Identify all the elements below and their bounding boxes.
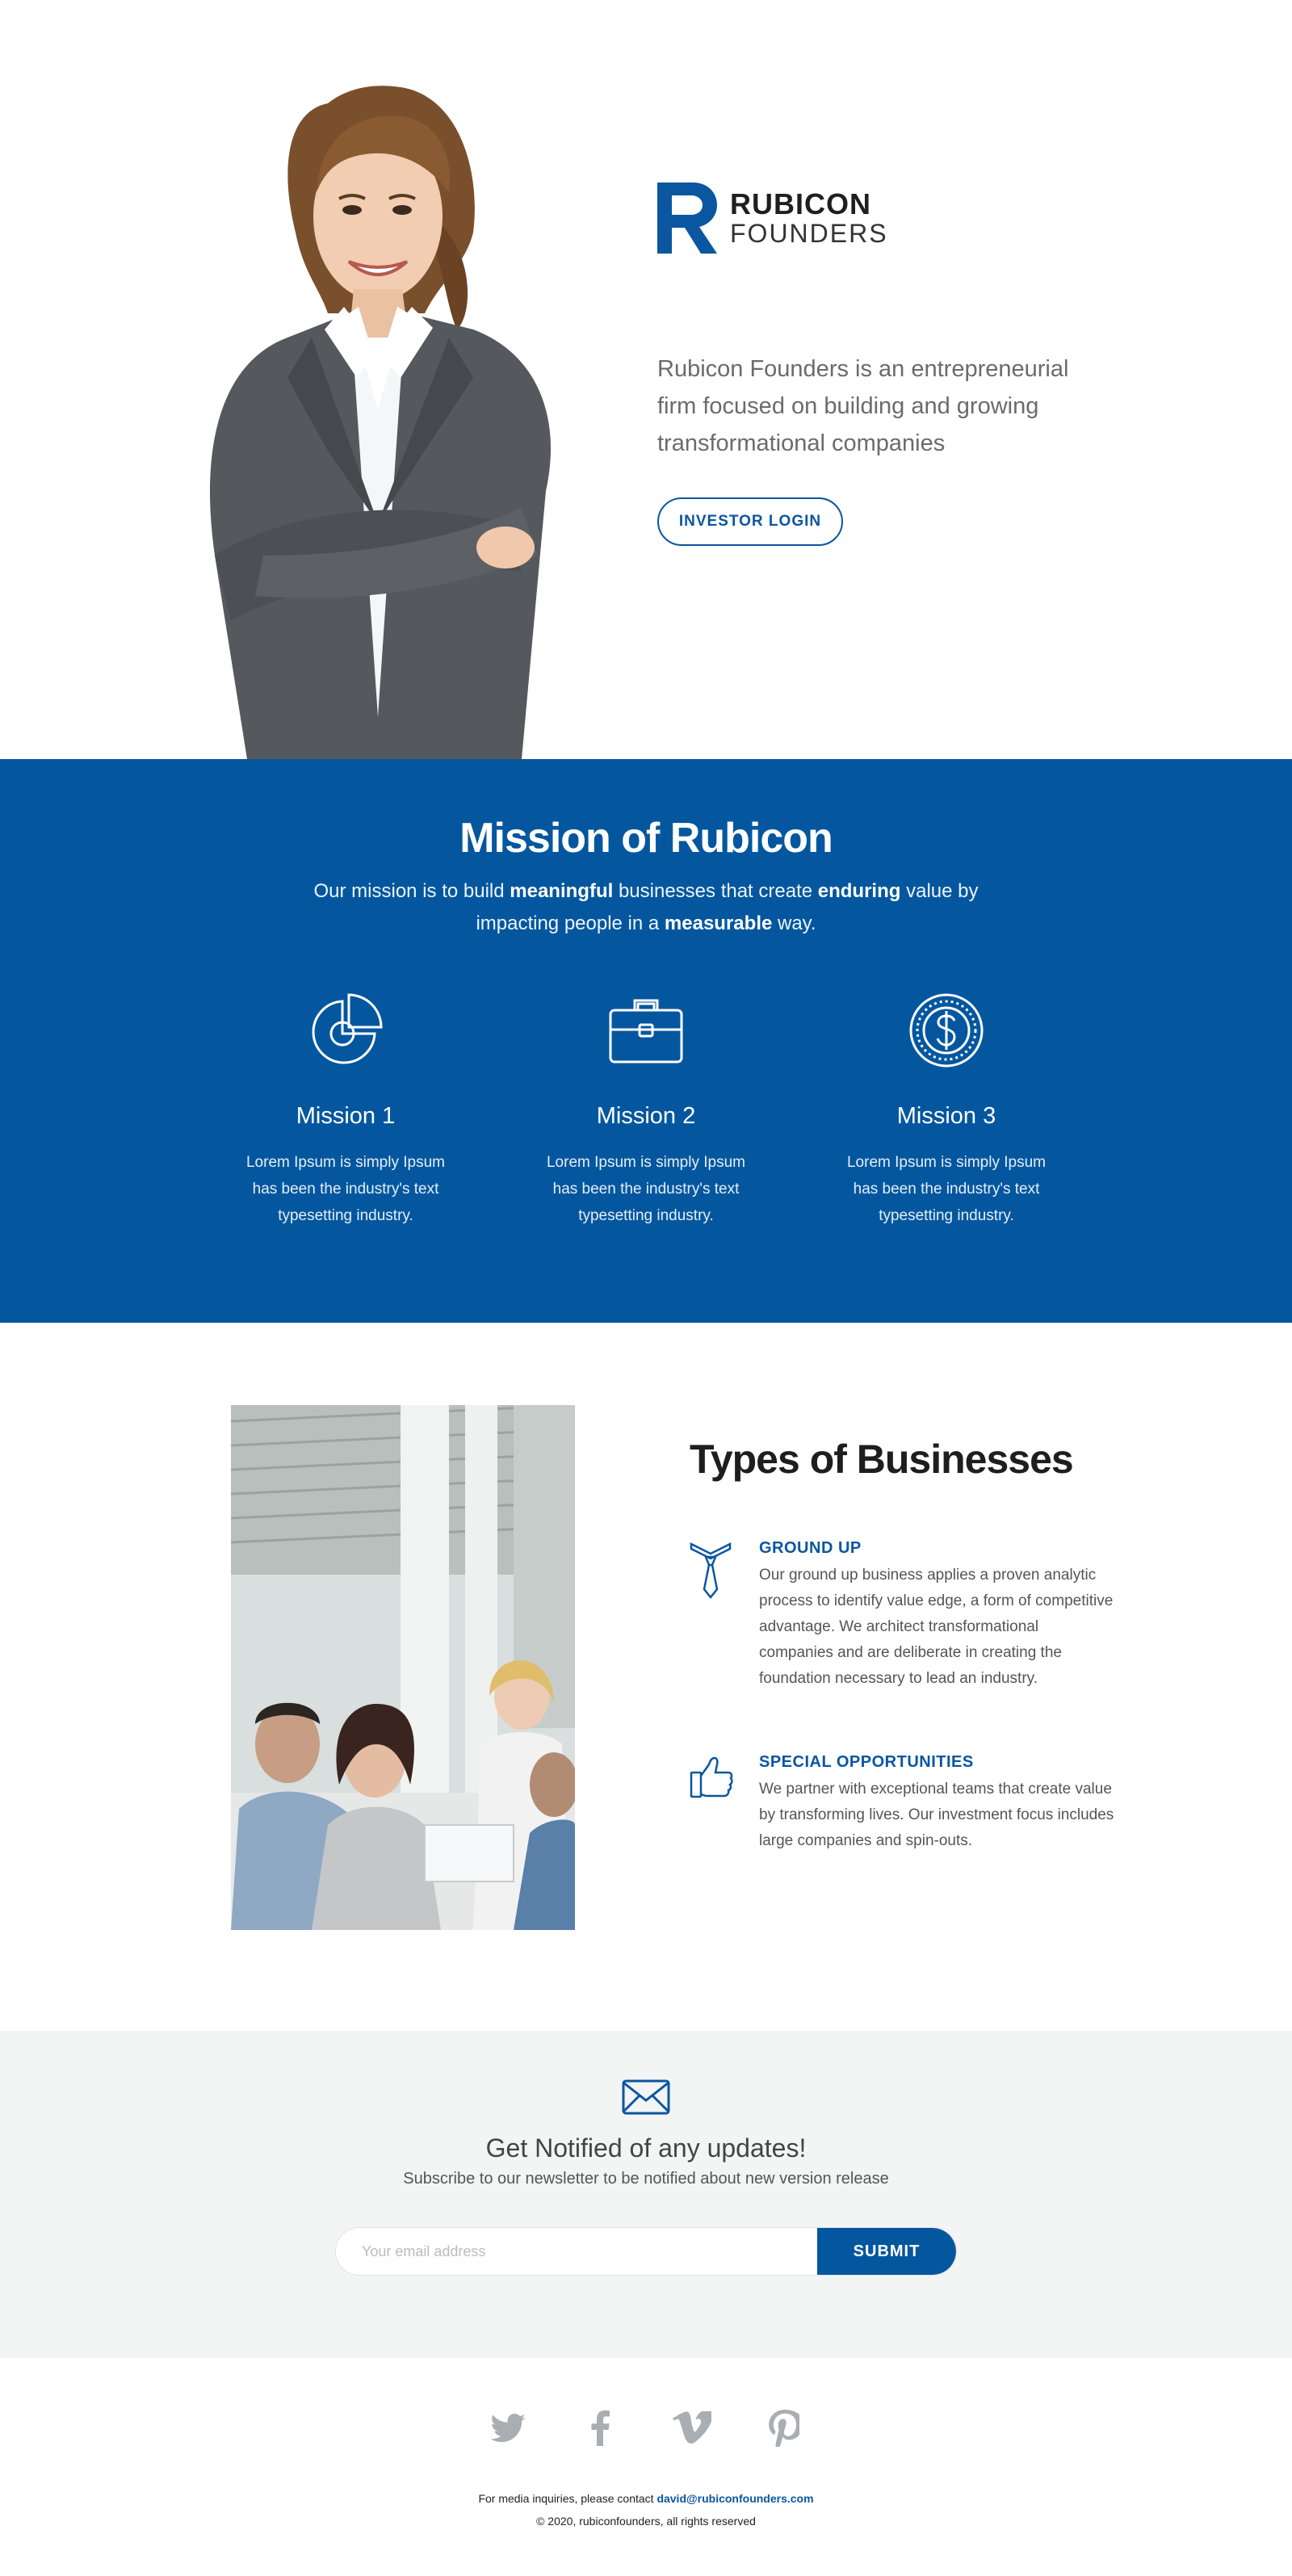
necktie-icon	[690, 1542, 732, 1599]
mission-text-emphasis: enduring	[817, 880, 901, 902]
investor-login-button[interactable]: INVESTOR LOGIN	[657, 497, 843, 546]
mission-item-title: Mission 2	[596, 1103, 696, 1129]
mission-text	[291, 875, 1001, 940]
brand-logo[interactable]	[657, 183, 1110, 254]
mission-item	[541, 990, 751, 1229]
mission-text-part: businesses that create	[613, 880, 818, 902]
hero-section	[0, 0, 1292, 759]
business-heading: GROUND UP	[759, 1539, 862, 1557]
pinterest-icon[interactable]	[764, 2408, 804, 2448]
mission-title: Mission of Rubicon	[459, 815, 833, 862]
copyright: © 2020, rubiconfounders, all rights reserved	[536, 2515, 756, 2528]
mission-text-part: Our mission is to build	[313, 880, 510, 902]
contact-email-link[interactable]: david@rubiconfounders.com	[656, 2492, 814, 2505]
newsletter-subtitle: Subscribe to our newsletter to be notified about new version release	[403, 2170, 889, 2188]
vimeo-icon[interactable]	[672, 2408, 712, 2448]
business-description: We partner with exceptional teams that create value by transforming lives. Our investment focus includes large companies and spin-outs.	[759, 1781, 1114, 1849]
mission-item-text: Lorem Ipsum is simply Ipsum has been the industry's text typesetting industry.	[546, 1154, 745, 1224]
business-item	[690, 1753, 1114, 1854]
hero-content	[657, 183, 1110, 546]
mission-text-emphasis: meaningful	[510, 880, 614, 902]
dollar-coin-icon	[908, 992, 985, 1069]
mission-text-part: value by impacting people in a	[476, 880, 979, 934]
newsletter-form	[335, 2227, 957, 2276]
businesses-content	[690, 1436, 1114, 1854]
twitter-icon[interactable]	[488, 2408, 528, 2448]
business-description: Our ground up business applies a proven analytic process to identify value edge, a form of competitive advantage. We architect transformational companies and are deliberate in creating the foundation necessary to lead an industry.	[759, 1567, 1114, 1687]
rubicon-r-logo-icon	[657, 183, 717, 254]
hero-tagline: Rubicon Founders is an entrepreneurial firm focused on building and growing transformational companies	[657, 356, 1069, 456]
media-contact-text: For media inquiries, please contact	[478, 2492, 657, 2505]
mission-text-part: way.	[772, 913, 816, 934]
media-contact	[0, 2492, 1292, 2505]
brand-sub: FOUNDERS	[730, 219, 888, 248]
mission-item-title: Mission 1	[296, 1103, 396, 1129]
mission-item-text: Lorem Ipsum is simply Ipsum has been the industry's text typesetting industry.	[245, 1154, 445, 1224]
businesses-title: Types of Businesses	[690, 1437, 1073, 1482]
newsletter-title: Get Notified of any updates!	[485, 2133, 807, 2163]
mission-section	[0, 759, 1292, 1323]
mission-item-title: Mission 3	[896, 1103, 996, 1129]
mission-item	[241, 990, 451, 1229]
business-item	[690, 1539, 1114, 1692]
email-input[interactable]	[336, 2228, 817, 2275]
envelope-icon	[622, 2079, 670, 2115]
mission-columns	[0, 990, 1292, 1229]
businesses-section	[0, 1323, 1292, 2031]
mission-item	[841, 990, 1051, 1229]
thumbs-up-icon	[690, 1756, 733, 1798]
submit-button[interactable]: SUBMIT	[817, 2228, 956, 2275]
footer	[0, 2358, 1292, 2572]
business-meeting-photo	[231, 1405, 575, 1930]
mission-text-emphasis: measurable	[664, 913, 773, 934]
social-links	[0, 2408, 1292, 2448]
pie-chart-icon	[307, 992, 384, 1069]
brand-wordmark	[730, 187, 888, 248]
facebook-icon[interactable]	[580, 2408, 620, 2448]
businesswoman-photo	[166, 71, 570, 759]
briefcase-icon	[607, 994, 685, 1067]
mission-item-text: Lorem Ipsum is simply Ipsum has been the industry's text typesetting industry.	[846, 1154, 1046, 1224]
business-heading: SPECIAL OPPORTUNITIES	[759, 1753, 974, 1771]
newsletter-section	[0, 2031, 1292, 2358]
brand-name: RUBICON	[730, 187, 871, 220]
